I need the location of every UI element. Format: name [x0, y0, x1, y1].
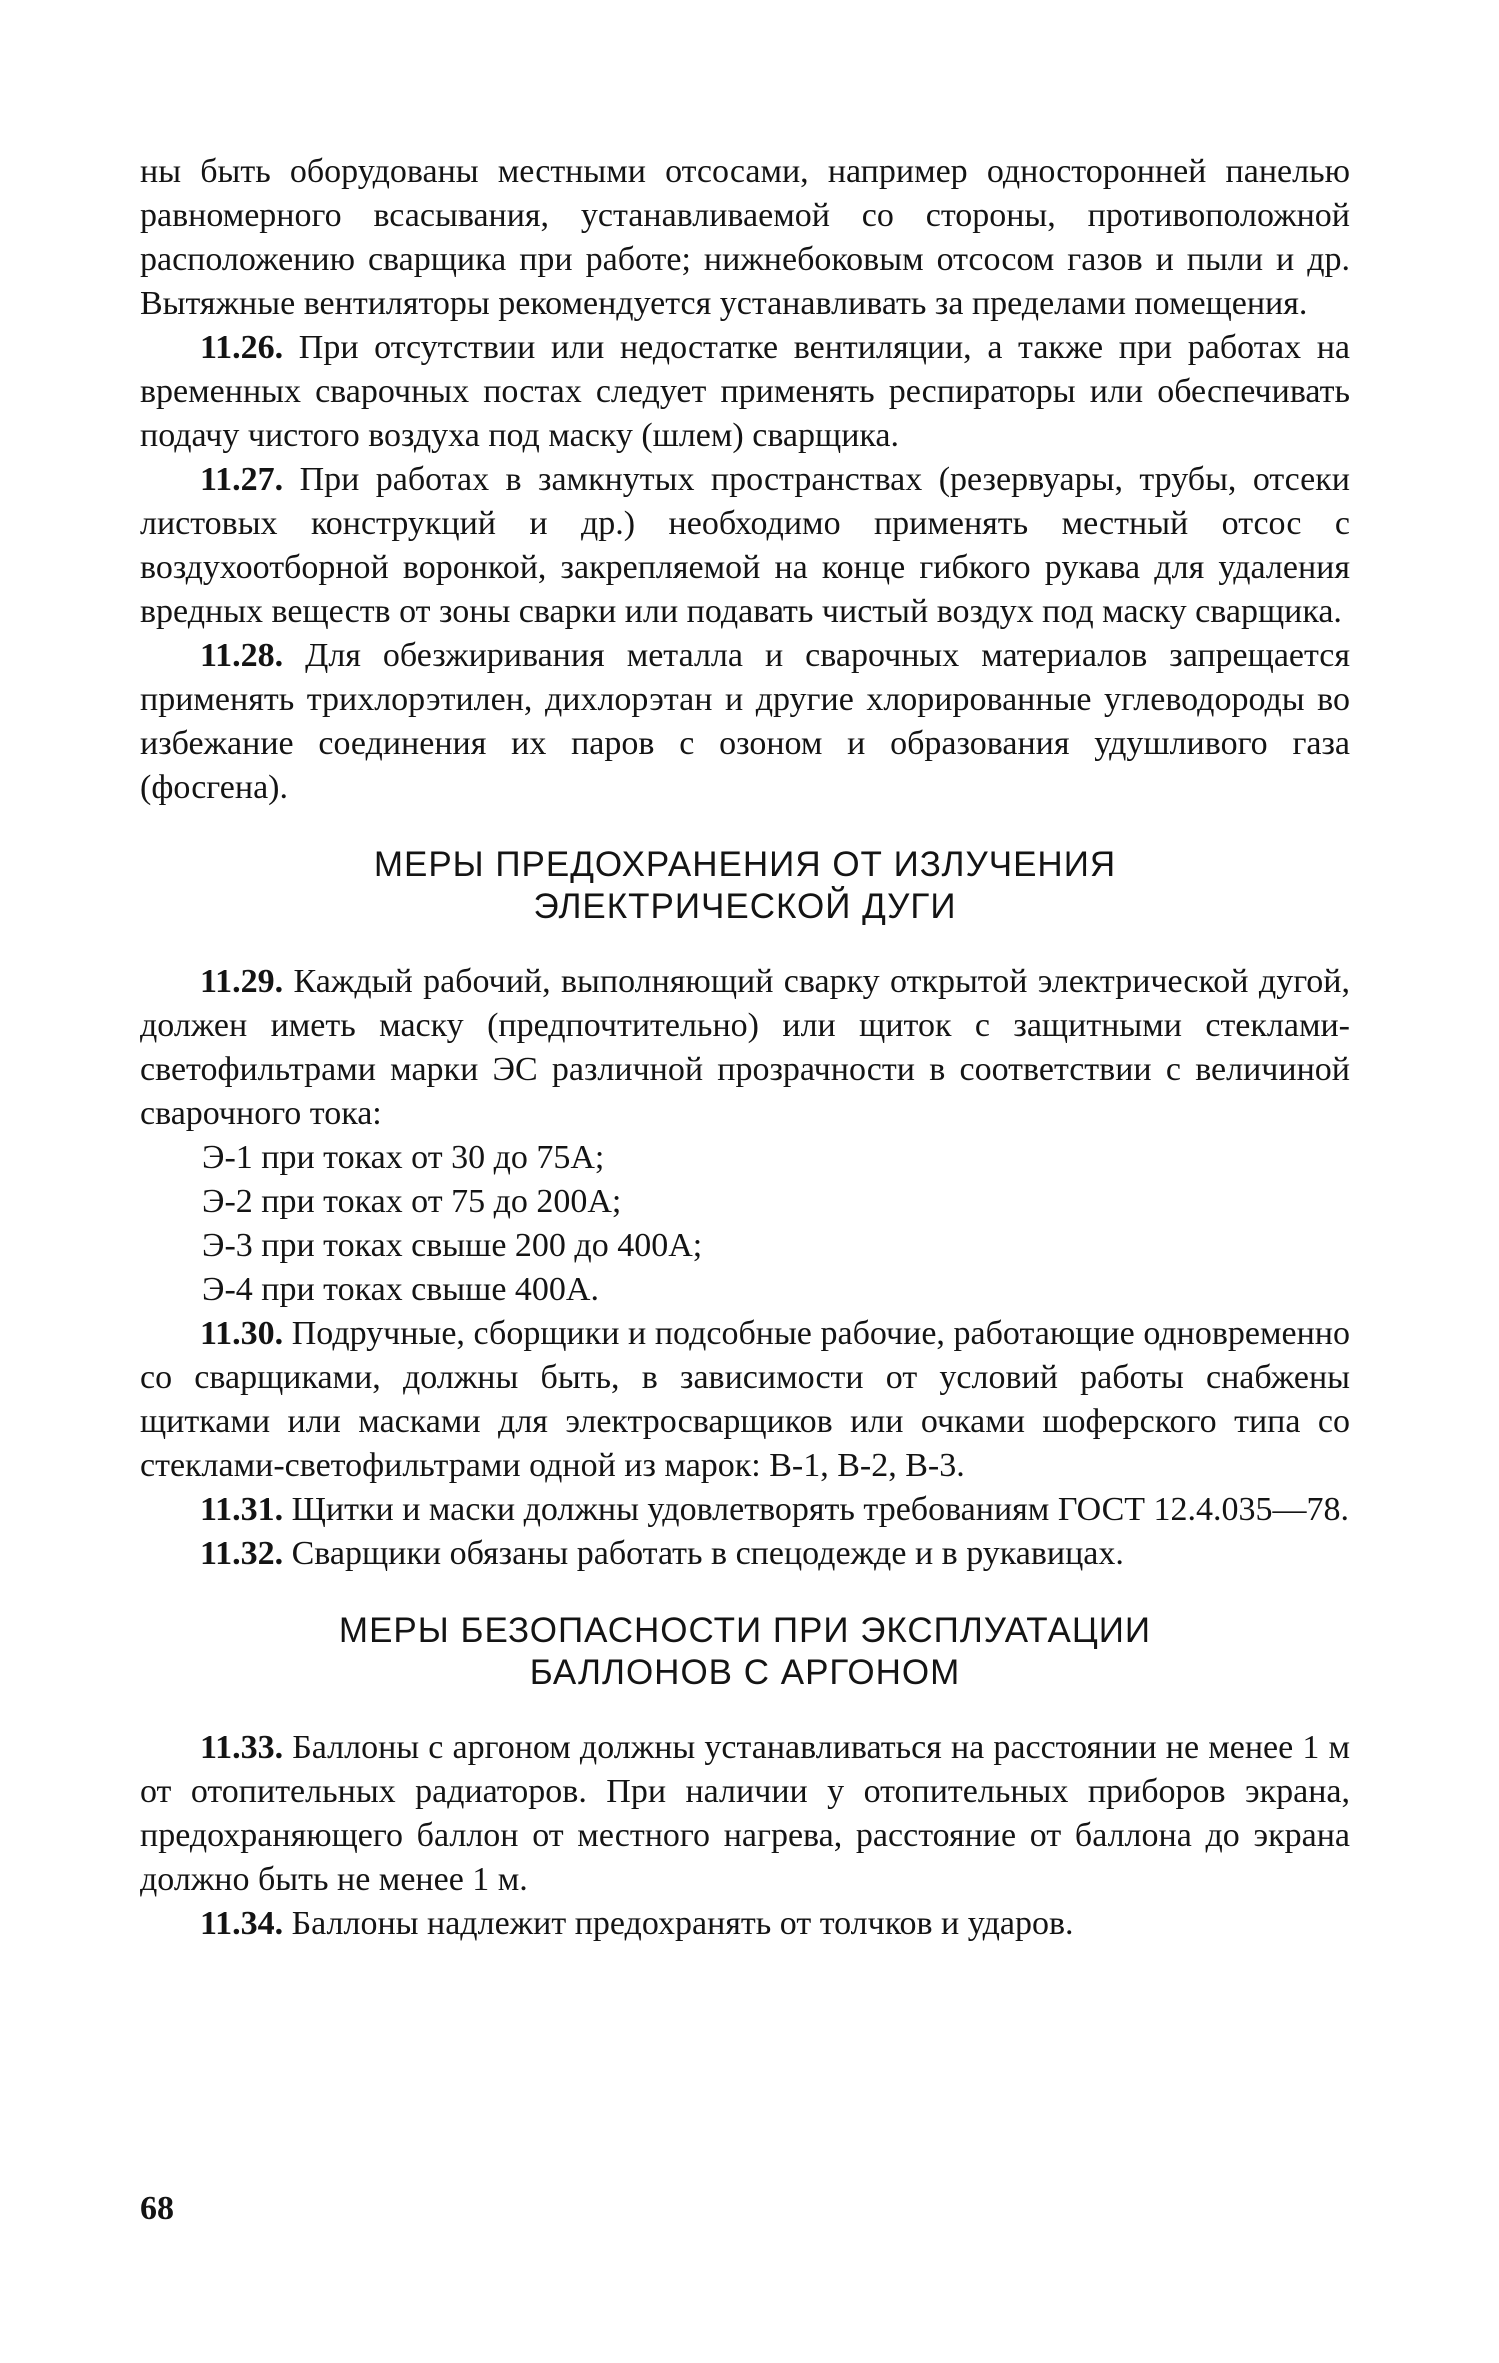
paragraph-11-29: [140, 960, 1350, 1136]
paragraph-text: Баллоны с аргоном должны устанавливаться на расстоянии не менее 1 м от отопительных радиаторов. При наличии у отопительных приборов экрана, предохраняющего баллон от местного нагрева, расстояние от баллона до экрана должно быть не менее 1 м.: [140, 1729, 1350, 1898]
paragraph-11-33: [140, 1726, 1350, 1902]
paragraph-continuation: [140, 150, 1350, 326]
filter-item-e3: Э-3 при токах свыше 200 до 400А;: [202, 1227, 703, 1264]
filter-item-e1: Э-1 при токах от 30 до 75А;: [202, 1139, 605, 1176]
section-heading-arc-radiation: [140, 844, 1350, 928]
clause-number: 11.30.: [200, 1315, 284, 1352]
paragraph-11-26: [140, 326, 1350, 458]
filter-item-e4: Э-4 при токах свыше 400А.: [202, 1271, 599, 1308]
paragraph-text: При отсутствии или недостатке вентиляции, а также при работах на временных сварочных постах следует применять респираторы или обеспечивать подачу чистого воздуха под маску (шлем) сварщика.: [140, 329, 1350, 454]
clause-number: 11.28.: [200, 637, 284, 674]
paragraph-text: При работах в замкнутых пространствах (резервуары, трубы, отсеки листовых конструкций и др.) необходимо применять местный отсос с воздухоотборной воронкой, закрепляемой на конце гибкого рукава для удаления вредных веществ от зоны сварки или подавать чистый воздух под маску сварщика.: [140, 461, 1350, 630]
clause-number: 11.27.: [200, 461, 284, 498]
paragraph-11-30: [140, 1312, 1350, 1488]
heading-line: МЕРЫ ПРЕДОХРАНЕНИЯ ОТ ИЗЛУЧЕНИЯ: [373, 845, 1117, 884]
clause-number: 11.33.: [200, 1729, 284, 1766]
clause-number: 11.31.: [200, 1491, 284, 1528]
paragraph-text: Баллоны надлежит предохранять от толчков и ударов.: [291, 1905, 1074, 1942]
paragraph-text: Щитки и маски должны удовлетворять требованиям ГОСТ 12.4.035—78.: [291, 1491, 1350, 1528]
paragraph-11-27: [140, 458, 1350, 634]
clause-number: 11.32.: [200, 1535, 284, 1572]
document-page: [140, 150, 1350, 1946]
heading-line: ЭЛЕКТРИЧЕСКОЙ ДУГИ: [533, 887, 957, 926]
paragraph-text: ны быть оборудованы местными отсосами, например односторонней панелью равномерного всасывания, устанавливаемой со стороны, противоположной расположению сварщика при работе; нижнебоковым отсосом газов и пыли и др. Вытяжные вентиляторы рекомендуется устанавливать за пределами помещения.: [140, 153, 1350, 322]
paragraph-text: Сварщики обязаны работать в спецодежде и в рукавицах.: [291, 1535, 1124, 1572]
heading-line: МЕРЫ БЕЗОПАСНОСТИ ПРИ ЭКСПЛУАТАЦИИ: [338, 1611, 1152, 1650]
paragraph-11-32: [140, 1532, 1350, 1576]
paragraph-11-34: [140, 1902, 1350, 1946]
page-number: 68: [140, 2190, 174, 2227]
clause-number: 11.26.: [200, 329, 284, 366]
clause-number: 11.29.: [200, 963, 284, 1000]
filter-item-e2: Э-2 при токах от 75 до 200А;: [202, 1183, 622, 1220]
paragraph-text: Подручные, сборщики и подсобные рабочие, работающие одновременно со сварщиками, должны быть, в зависимости от условий работы снабжены щитками или масками для электросварщиков или очками шоферского типа со стеклами-светофильтрами одной из марок: В-1, В-2, В-3.: [140, 1315, 1350, 1484]
paragraph-text: Для обезжиривания металла и сварочных материалов запрещается применять трихлорэтилен, дихлорэтан и другие хлорированные углеводороды во избежание соединения их паров с озоном и образования удушливого газа (фосгена).: [140, 637, 1350, 806]
section-heading-argon-cylinders: [140, 1610, 1350, 1694]
paragraph-text: Каждый рабочий, выполняющий сварку открытой электрической дугой, должен иметь маску (предпочтительно) или щиток с защитными стеклами-светофильтрами марки ЭС различной прозрачности в соответствии с величиной сварочного тока:: [140, 963, 1350, 1132]
paragraph-11-31: [140, 1488, 1350, 1532]
clause-number: 11.34.: [200, 1905, 284, 1942]
paragraph-11-28: [140, 634, 1350, 810]
heading-line: БАЛЛОНОВ С АРГОНОМ: [529, 1653, 961, 1692]
